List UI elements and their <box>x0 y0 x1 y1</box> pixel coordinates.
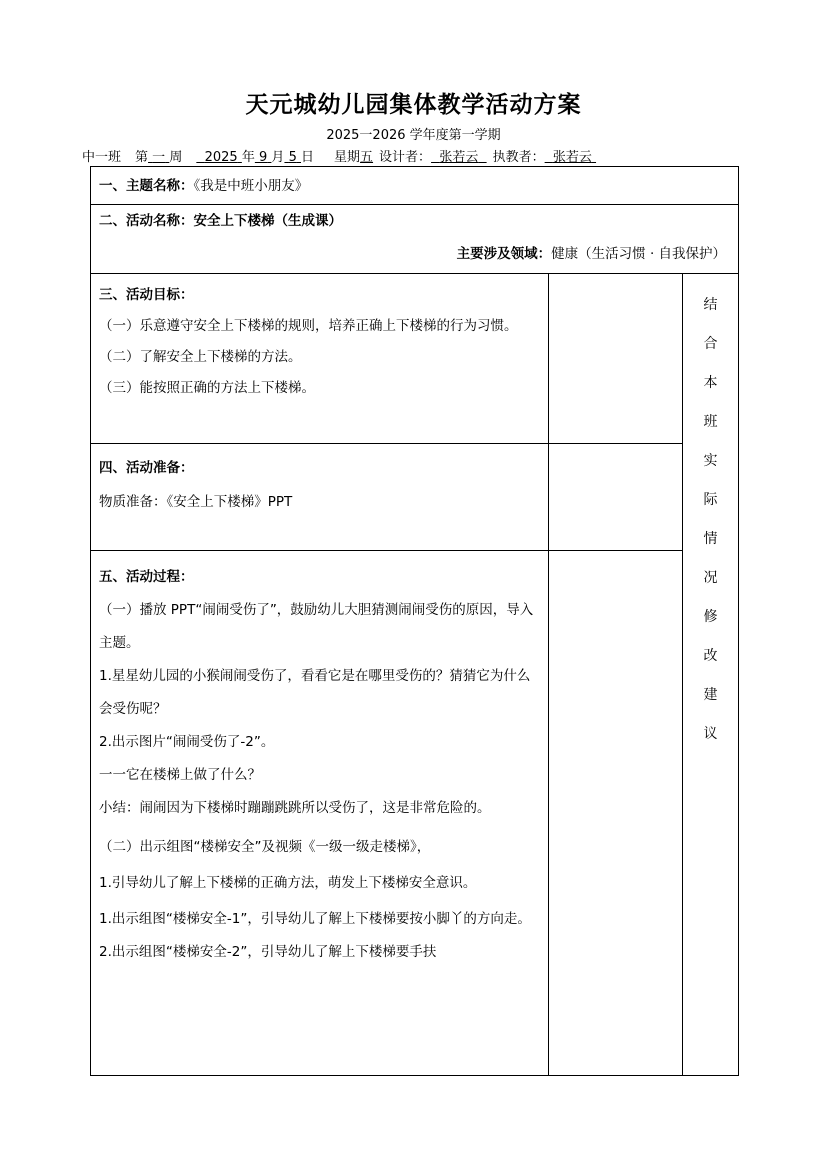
class-name: 中一班 <box>82 150 122 165</box>
process-line: 1.出示组图“楼梯安全-1”，引导幼儿了解上下楼梯要按小脚丫的方向走。 <box>99 911 531 927</box>
process-line: 1.星星幼儿园的小猴闹闹受伤了，看看它是在哪里受伤的？猜猜它为什么会受伤呢？ <box>99 668 531 717</box>
process-line: （一）播放 PPT“闹闹受伤了”，鼓励幼儿大胆猜测闹闹受伤的原因，导入主题。 <box>99 602 534 651</box>
goals-cell <box>91 274 549 444</box>
date-day: 5 <box>288 150 297 165</box>
prep-cell <box>91 444 549 551</box>
plan-table <box>90 166 739 1076</box>
goal-item: （二）了解安全上下楼梯的方法。 <box>99 349 302 365</box>
goal-item: （三）能按照正确的方法上下楼梯。 <box>99 380 315 396</box>
goals-notes-cell <box>549 274 683 444</box>
prep-heading: 四、活动准备： <box>99 460 194 476</box>
date-year: 2025 <box>204 150 238 165</box>
week-value: 一 <box>152 150 166 165</box>
page-title: 天元城幼儿园集体教学活动方案 <box>245 92 582 118</box>
term-line: 2025一2026 学年度第一学期 <box>326 128 501 143</box>
prep-notes-cell <box>549 444 683 551</box>
process-heading: 五、活动过程： <box>99 569 194 585</box>
process-line: 一一它在楼梯上做了什么？ <box>99 767 261 783</box>
process-line: 小结：闹闹因为下楼梯时蹦蹦跳跳所以受伤了，这是非常危险的。 <box>99 800 491 816</box>
prep-material: 物质准备：《安全上下楼梯》PPT <box>99 494 293 510</box>
goals-heading: 三、活动目标： <box>99 287 194 303</box>
domain-row: 主要涉及领域：健康（生活习惯 · 自我保护） <box>91 238 739 274</box>
activity-row: 二、活动名称：安全上下楼梯（生成课） <box>91 205 739 238</box>
goal-item: （一）乐意遵守安全上下楼梯的规则，培养正确上下楼梯的行为习惯。 <box>99 318 518 334</box>
weekday-value: 五 <box>360 150 374 165</box>
theme-row: 一、主题名称：《我是中班小朋友》 <box>91 167 739 205</box>
process-cell <box>91 551 549 1076</box>
designer-name: 张若云 <box>439 150 479 165</box>
process-notes-cell <box>549 551 683 1076</box>
teacher-name: 张若云 <box>552 150 592 165</box>
process-line: 2.出示图片“闹闹受伤了-2”。 <box>99 734 275 750</box>
process-line: （二）出示组图“楼梯安全”及视频《一级一级走楼梯》， <box>99 839 431 855</box>
side-note: 结 合 本 班 实 际 情 况 修 改 建 议 <box>683 274 739 1076</box>
process-line: 1.引导幼儿了解上下楼梯的正确方法，萌发上下楼梯安全意识。 <box>99 875 477 891</box>
date-month: 9 <box>259 150 268 165</box>
info-line: 中一班 第 一 周 2025 年 9 月 5 日 星期五 设计者： 张若云 执教者： 张若云 <box>82 146 596 165</box>
process-line: 2.出示组图“楼梯安全-2”，引导幼儿了解上下楼梯要手扶 <box>99 944 437 960</box>
